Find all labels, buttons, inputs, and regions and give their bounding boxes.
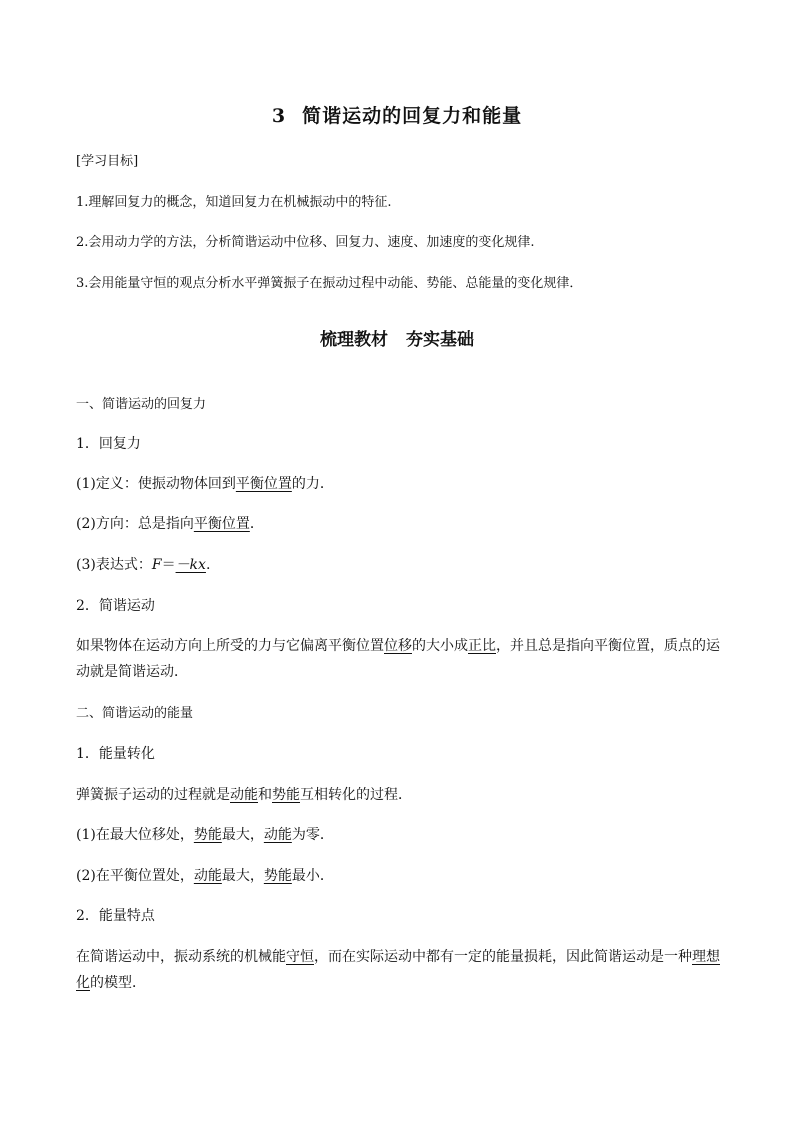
shm-text-c: ，并且总是指向平衡位置，质点的运: [496, 638, 720, 654]
shm-underline-1: 位移: [384, 638, 412, 654]
feat-underline-2a: 理想: [692, 949, 720, 965]
equilibrium-text: [76, 866, 334, 886]
feat-text-b: ，而在实际运动中都有一定的能量损耗，因此简谐运动是一种: [314, 949, 692, 965]
conv-text-b: 和: [258, 787, 272, 803]
section-heading-part1: 梳理教材: [320, 330, 388, 350]
energy-conversion-subheading: 1．能量转化: [76, 746, 155, 762]
eq-text-a: (2)在平衡位置处，: [76, 868, 194, 884]
energy-feature-paragraph: [76, 944, 720, 996]
section-heading: [0, 328, 794, 352]
max-text-b: 最大，: [221, 827, 264, 843]
max-text-a: (1)在最大位移处，: [76, 827, 194, 843]
shm-underline-2: 正比: [468, 638, 496, 654]
expr-text-b: .: [205, 557, 211, 573]
conv-underline-2: 势能: [272, 787, 300, 803]
max-displacement-text: [76, 825, 334, 845]
section-heading-part2: 夯实基础: [406, 330, 474, 350]
part2-heading: 二、简谐运动的能量: [76, 706, 194, 721]
dir-underline: 平衡位置: [193, 516, 250, 532]
energy-conversion-text: [76, 785, 412, 805]
shm-text-d: 动就是简谐运动．: [76, 664, 188, 680]
restoring-force-subheading: 1．回复力: [76, 436, 141, 452]
expr-underline: －kx: [175, 557, 206, 573]
shm-subheading: 2．简谐运动: [76, 598, 155, 614]
feat-text-c: 的模型．: [90, 975, 146, 991]
def-text-b: 的力．: [291, 476, 334, 492]
shm-text-b: 的大小成: [412, 638, 468, 654]
part1-heading: 一、简谐运动的回复力: [76, 397, 207, 412]
shm-text-a: 如果物体在运动方向上所受的力与它偏离平衡位置: [76, 638, 384, 654]
def-text-a: (1)定义：使振动物体回到: [76, 476, 236, 492]
restoring-force-expression: [76, 555, 210, 575]
max-underline-1: 势能: [193, 827, 222, 843]
objective-1: 1.理解回复力的概念，知道回复力在机械振动中的特征.: [76, 195, 392, 210]
conv-text-a: 弹簧振子运动的过程就是: [76, 787, 230, 803]
objective-3: 3.会用能量守恒的观点分析水平弹簧振子在振动过程中动能、势能、总能量的变化规律．: [76, 276, 583, 291]
shm-definition-paragraph: [76, 633, 720, 685]
eq-underline-2: 势能: [263, 868, 292, 884]
restoring-force-direction: [76, 514, 264, 534]
max-underline-2: 动能: [263, 827, 292, 843]
max-text-c: 为零．: [291, 827, 334, 843]
objectives-heading: [学习目标]: [76, 154, 139, 169]
eq-underline-1: 动能: [193, 868, 222, 884]
expr-text-a: (3)表达式：: [76, 557, 152, 573]
feat-underline-2b: 化: [76, 975, 90, 991]
feat-text-a: 在简谐运动中，振动系统的机械能: [76, 949, 286, 965]
expr-equals: ＝: [161, 557, 176, 573]
dir-text-b: ．: [249, 516, 264, 532]
page-title: [0, 103, 794, 129]
restoring-force-definition: [76, 474, 334, 494]
objective-2: 2.会用动力学的方法，分析简谐运动中位移、回复力、速度、加速度的变化规律.: [76, 235, 535, 250]
def-underline: 平衡位置: [235, 476, 292, 492]
title-number: 3: [271, 105, 287, 127]
eq-text-c: 最小．: [291, 868, 334, 884]
conv-text-c: 互相转化的过程．: [300, 787, 412, 803]
dir-text-a: (2)方向：总是指向: [76, 516, 194, 532]
title-text: 简谐运动的回复力和能量: [302, 105, 523, 127]
expr-symbol-f: F: [151, 557, 162, 573]
energy-feature-subheading: 2．能量特点: [76, 908, 155, 924]
feat-underline-1: 守恒: [286, 949, 314, 965]
conv-underline-1: 动能: [230, 787, 258, 803]
eq-text-b: 最大，: [221, 868, 264, 884]
